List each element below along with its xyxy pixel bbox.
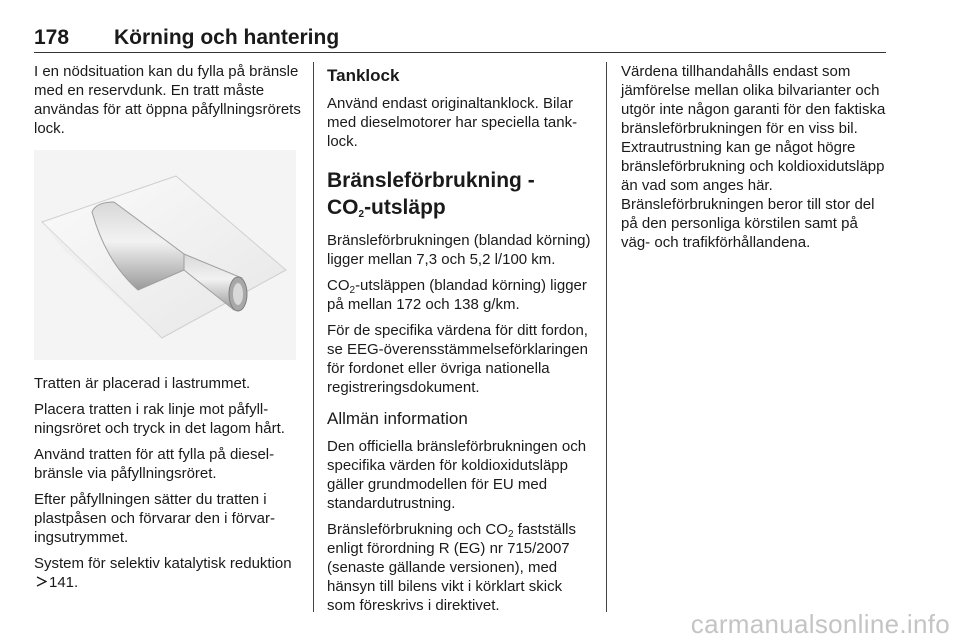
heading-co2: CO (327, 196, 359, 219)
subscript: 2 (507, 529, 514, 540)
subscript: 2 (358, 209, 365, 220)
heading-line: Bränsleförbrukning - (327, 169, 535, 192)
paragraph: Bränsleförbrukningen (blandad körning) ligger mellan 7,3 och 5,2 l/100 km. (327, 232, 591, 268)
paragraph: Placera tratten i rak linje mot påfyllningsröret och tryck in det lagom hårt. (34, 401, 285, 437)
paragraph: För de specifika värdena för ditt fordon, se EEG-överensstämmelseförklaringen för fordonet eller övriga nationella registreringsdokument. (327, 322, 588, 396)
paragraph: Efter påfyllningen sätter du tratten i plastpåsen och förvarar den i förvaringsutrymmet. (34, 491, 275, 546)
paragraph-text: fastställs enligt förordning R (EG) nr 715/2007 (senaste gällande versionen), med hänsyn till bilens vikt i körklart skick som föreskrivs i direktivet. (327, 521, 577, 614)
page-header (34, 26, 886, 53)
paragraph: Den officiella bränsleförbrukningen och specifika värden för koldioxidutsläpp gäller grundmodellen för EU med standardutrustning. (327, 438, 587, 512)
paragraph: Tratten är placerad i lastrummet. (34, 375, 251, 392)
paragraph (327, 520, 593, 615)
subscript: 2 (349, 285, 356, 296)
arrow-right-icon (36, 574, 47, 593)
paragraph: Värdena tillhandahålls endast som jämförelse mellan olika bilvarianter och utgör inte någon garanti för den faktiska bränsleförbrukningen för en viss bil. Extrautrustning kan ge något högre bränsleförbrukning och koldioxidutsläpp än vad som anges här. Bränsleförbrukningen beror till stor del på den personliga körstilen samt på väg- och trafikförhållandena. (621, 63, 886, 251)
co2-text: CO (327, 277, 350, 294)
paragraph-text: -utsläppen (blandad körning) ligger på mellan 172 och 138 g/km. (327, 277, 587, 313)
chapter-title: Körning och hantering (114, 26, 340, 49)
paragraph: I en nödsituation kan du fylla på bränsle med en reservdunk. En tratt måste användas för att öppna påfyllningsrörets lock. (34, 63, 301, 137)
column-middle (327, 62, 593, 622)
column-divider (313, 62, 314, 612)
column-divider (606, 62, 607, 612)
heading-general-info: Allmän information (327, 409, 468, 428)
paragraph-text: Bränsleförbrukning och CO (327, 521, 508, 538)
heading-co2-suffix: -utsläpp (364, 196, 446, 219)
watermark: carmanualsonline.info (690, 609, 950, 639)
column-right (621, 62, 891, 259)
column-left (34, 62, 302, 600)
funnel-illustration (34, 150, 296, 360)
paragraph (34, 554, 302, 593)
heading-tanklock: Tanklock (327, 66, 400, 85)
paragraph: Använd tratten för att fylla på dieselbränsle via påfyllningsröret. (34, 446, 275, 482)
paragraph-text: System för selektiv katalytisk reduktion (34, 555, 292, 572)
page-number: 178 (34, 26, 70, 49)
page-reference-link[interactable]: 141. (49, 574, 79, 591)
paragraph (327, 276, 593, 314)
heading-fuel-consumption (327, 167, 593, 221)
paragraph: Använd endast originaltanklock. Bilar med dieselmotorer har speciella tanklock. (327, 95, 578, 150)
